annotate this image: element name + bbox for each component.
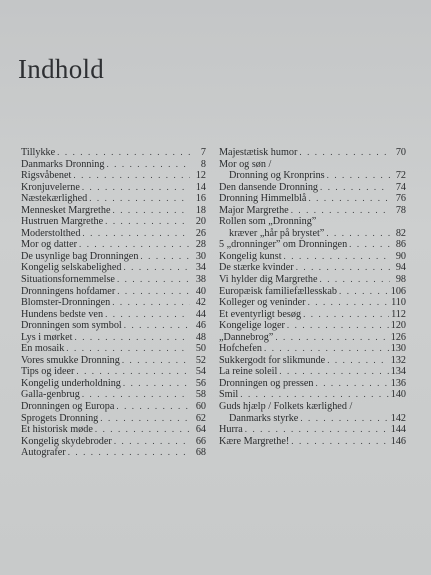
toc-page-number: 74	[395, 181, 406, 193]
dot-leader	[140, 251, 190, 263]
toc-page-number: 14	[195, 181, 206, 193]
toc-page-number: 16	[195, 193, 206, 205]
toc-entry-title: Mor og søn /	[219, 158, 272, 170]
dot-leader	[112, 297, 190, 309]
dot-leader	[320, 182, 390, 194]
toc-page-number: 134	[390, 366, 406, 378]
toc-entry	[21, 170, 206, 182]
dot-leader	[106, 159, 190, 171]
dot-leader	[122, 355, 190, 367]
toc-entry-title: Kronjuvelerne	[21, 181, 80, 193]
toc-entry	[219, 366, 406, 378]
toc-entry-title: Vi hylder dig Margrethe	[219, 274, 318, 286]
toc-entry	[21, 251, 206, 263]
toc-entry-title: Et eventyrligt besøg	[219, 308, 302, 320]
dot-leader	[284, 251, 390, 263]
toc-entry-title: Lys i mørket	[21, 331, 73, 343]
toc-page-number: 90	[395, 250, 406, 262]
toc-entry	[219, 413, 406, 425]
toc-entry-title: Major Margrethe	[219, 204, 289, 216]
dot-leader	[82, 228, 190, 240]
toc-entry	[219, 343, 406, 355]
page-title: Indhold	[18, 54, 105, 84]
toc-entry	[219, 147, 406, 159]
toc-entry	[21, 216, 206, 228]
toc-page-number: 82	[395, 227, 406, 239]
toc-entry	[219, 424, 406, 436]
toc-entry	[219, 286, 406, 298]
dot-leader	[303, 309, 389, 321]
dot-leader	[275, 332, 388, 344]
toc-page-number: 78	[395, 204, 406, 216]
dot-leader	[339, 286, 389, 298]
dot-leader	[100, 413, 190, 425]
toc-entry-title: Kære Margrethe!	[219, 435, 290, 447]
toc-page-number: 126	[390, 331, 406, 343]
toc-page-number: 20	[195, 216, 206, 228]
dot-leader	[116, 401, 190, 413]
toc-entry	[219, 239, 406, 251]
toc-entry-title: Næstekærlighed	[21, 193, 88, 205]
dot-leader	[240, 389, 388, 401]
dot-leader	[123, 262, 190, 274]
toc-entry	[21, 262, 206, 274]
dot-leader	[75, 332, 191, 344]
toc-entry	[21, 159, 206, 171]
toc-entry-title: De usynlige bag Dronningen	[21, 250, 139, 262]
dot-leader	[123, 378, 190, 390]
toc-entry	[219, 355, 406, 367]
toc-page-number: 46	[195, 320, 206, 332]
toc-entry-title: Danmarks styrke	[229, 412, 299, 424]
toc-entry-title: Den dansende Dronning	[219, 181, 319, 193]
toc-page-number: 28	[195, 239, 206, 251]
toc-page-number: 56	[195, 377, 206, 389]
dot-leader	[349, 239, 390, 251]
toc-page-number: 44	[195, 308, 206, 320]
toc-entry	[21, 424, 206, 436]
dot-leader	[82, 182, 190, 194]
toc-page-number: 30	[195, 250, 206, 262]
toc-left-column	[21, 147, 206, 459]
toc-page-number: 70	[395, 147, 406, 158]
dot-leader	[287, 320, 389, 332]
toc-page-number: 42	[195, 297, 206, 309]
toc-page-number: 54	[195, 366, 206, 378]
dot-leader	[245, 424, 389, 436]
toc-page-number: 48	[195, 331, 206, 343]
toc-entry-title: Smil	[219, 389, 239, 401]
dot-leader	[327, 170, 390, 182]
toc-page-number: 12	[195, 170, 206, 182]
toc-entry	[21, 355, 206, 367]
toc-entry-title: Kongelig skydebroder	[21, 435, 112, 447]
toc-entry	[21, 320, 206, 332]
toc-entry	[219, 297, 406, 309]
toc-entry-title: Dronningen og pressen	[219, 377, 314, 389]
toc-page-number: 52	[195, 354, 206, 366]
toc-entry	[219, 228, 406, 240]
toc-right-column	[219, 147, 406, 447]
toc-entry	[21, 182, 206, 194]
toc-page-number: 68	[195, 447, 206, 459]
toc-page-number: 110	[391, 297, 406, 309]
toc-entry-title: Galla-genbrug	[21, 389, 80, 401]
toc-entry	[219, 274, 406, 286]
toc-entry-title: Hofchefen	[219, 343, 262, 355]
toc-page-number: 72	[395, 170, 406, 182]
toc-page-number: 106	[390, 285, 406, 297]
dot-leader	[264, 343, 389, 355]
toc-entry	[219, 262, 406, 274]
dot-leader	[308, 297, 390, 309]
toc-entry	[21, 309, 206, 321]
toc-entry-title: kræver „hår på brystet”	[229, 227, 325, 239]
dot-leader	[296, 262, 390, 274]
toc-entry-title: Kongelig underholdning	[21, 377, 121, 389]
toc-entry	[219, 389, 406, 401]
toc-entry	[21, 343, 206, 355]
toc-page-number: 50	[195, 343, 206, 355]
dot-leader	[79, 239, 190, 251]
toc-entry-title: Kongelige loger	[219, 320, 285, 332]
dot-leader	[76, 366, 190, 378]
toc-entry-title: Moderstolthed	[21, 227, 81, 239]
dot-leader	[117, 274, 190, 286]
dot-leader	[308, 193, 390, 205]
toc-entry	[21, 366, 206, 378]
toc-entry-title: Rigsvåbenet	[21, 170, 72, 182]
dot-leader	[316, 378, 389, 390]
toc-entry-title: Dronningens hofdamer	[21, 285, 116, 297]
toc-entry	[21, 239, 206, 251]
toc-entry	[21, 389, 206, 401]
toc-page-number: 86	[395, 239, 406, 251]
dot-leader	[66, 343, 190, 355]
toc-entry	[21, 401, 206, 413]
toc-page-number: 64	[195, 424, 206, 436]
toc-entry-title: Sprogets Dronning	[21, 412, 99, 424]
toc-page-number: 8	[200, 158, 206, 170]
toc-entry	[21, 436, 206, 448]
toc-entry-title: 5 „dronninger” om Dronningen	[219, 239, 348, 251]
toc-entry-title: Rollen som „Dronning”	[219, 216, 317, 228]
toc-entry-title: Mennesket Margrethe	[21, 204, 111, 216]
dot-leader	[291, 205, 390, 217]
toc-page-number: 40	[195, 285, 206, 297]
toc-entry-title: „Dannebrog”	[219, 331, 274, 343]
toc-entry	[21, 228, 206, 240]
toc-entry-title: La reine soleil	[219, 366, 278, 378]
toc-entry-title: Hundens bedste ven	[21, 308, 104, 320]
toc-page-number: 136	[390, 377, 406, 389]
dot-leader	[57, 147, 190, 159]
toc-page-number: 26	[195, 227, 206, 239]
dot-leader	[124, 320, 190, 332]
toc-entry	[21, 297, 206, 309]
toc-page-number: 146	[390, 435, 406, 447]
toc-entry-title: Guds hjælp / Folkets kærlighed /	[219, 401, 353, 413]
dot-leader	[68, 447, 190, 459]
toc-entry-title: De stærke kvinder	[219, 262, 294, 274]
toc-entry-title: Dronningen og Europa	[21, 401, 115, 413]
toc-entry-title: Kongelig selskabelighed	[21, 262, 122, 274]
dot-leader	[279, 366, 388, 378]
dot-leader	[117, 286, 190, 298]
toc-entry-title: Sukkergodt for slikmunde	[219, 354, 326, 366]
toc-entry	[219, 193, 406, 205]
toc-entry	[219, 436, 406, 448]
dot-leader	[95, 424, 190, 436]
toc-entry	[219, 320, 406, 332]
toc-entry	[21, 147, 206, 159]
toc-page-number: 38	[195, 274, 206, 286]
toc-page-number: 34	[195, 262, 206, 274]
dot-leader	[105, 309, 190, 321]
toc-entry-title: Tillykke	[21, 147, 56, 158]
dot-leader	[89, 193, 190, 205]
toc-entry-title: Vores smukke Dronning	[21, 354, 120, 366]
dot-leader	[291, 436, 388, 448]
toc-entry	[21, 378, 206, 390]
toc-entry	[21, 193, 206, 205]
toc-page-number: 60	[195, 401, 206, 413]
toc-page-number: 7	[200, 147, 206, 158]
toc-page-number: 58	[195, 389, 206, 401]
toc-entry-title: Situationsfornemmelse	[21, 274, 115, 286]
toc-entry-title: Dronning og Kronprins	[229, 170, 325, 182]
toc-entry-title: Hustruen Margrethe	[21, 216, 104, 228]
toc-page-number: 66	[195, 435, 206, 447]
dot-leader	[114, 436, 190, 448]
dot-leader	[327, 355, 389, 367]
toc-entry	[21, 332, 206, 344]
dot-leader	[113, 205, 191, 217]
toc-page-number: 132	[390, 354, 406, 366]
toc-entry-title: Hurra	[219, 424, 243, 436]
toc-entry-title: Mor og datter	[21, 239, 78, 251]
toc-entry-title: Majestætisk humor	[219, 147, 298, 158]
toc-page-number: 62	[195, 412, 206, 424]
toc-entry	[219, 216, 406, 228]
dot-leader	[300, 413, 388, 425]
toc-entry-title: Kolleger og veninder	[219, 297, 306, 309]
toc-entry	[219, 182, 406, 194]
toc-entry	[219, 170, 406, 182]
toc-entry-title: Europæisk familiefællesskab	[219, 285, 337, 297]
toc-entry	[219, 378, 406, 390]
toc-entry-title: Et historisk møde	[21, 424, 93, 436]
dot-leader	[299, 147, 390, 159]
dot-leader	[73, 170, 190, 182]
toc-entry-title: Dronning Himmelblå	[219, 193, 307, 205]
toc-entry-title: Autografer	[21, 447, 66, 459]
toc-entry-title: Tips og ideer	[21, 366, 75, 378]
toc-page-number: 144	[390, 424, 406, 436]
toc-entry	[219, 159, 406, 171]
toc-entry-title: Dronningen som symbol	[21, 320, 122, 332]
dot-leader	[105, 216, 190, 228]
toc-entry	[219, 309, 406, 321]
toc-page-number: 140	[390, 389, 406, 401]
toc-entry	[21, 286, 206, 298]
toc-entry-title: En mosaik	[21, 343, 65, 355]
toc-entry	[21, 413, 206, 425]
toc-entry-title: Kongelig kunst	[219, 250, 282, 262]
toc-page-number: 94	[395, 262, 406, 274]
toc-entry-title: Danmarks Dronning	[21, 158, 105, 170]
toc-entry	[219, 205, 406, 217]
toc-page-number: 142	[390, 412, 406, 424]
dot-leader	[326, 228, 390, 240]
toc-entry	[219, 251, 406, 263]
toc-entry	[21, 205, 206, 217]
toc-page-number: 120	[390, 320, 406, 332]
toc-entry	[219, 401, 406, 413]
dot-leader	[320, 274, 390, 286]
toc-entry	[21, 447, 206, 459]
toc-page-number: 18	[195, 204, 206, 216]
toc-page-number: 98	[395, 274, 406, 286]
toc-entry	[21, 274, 206, 286]
dot-leader	[82, 389, 190, 401]
toc-entry-title: Blomster-Dronningen	[21, 297, 111, 309]
toc-page-number: 76	[395, 193, 406, 205]
toc-page-number: 112	[391, 308, 406, 320]
toc-entry	[219, 332, 406, 344]
toc-page-number: 130	[390, 343, 406, 355]
